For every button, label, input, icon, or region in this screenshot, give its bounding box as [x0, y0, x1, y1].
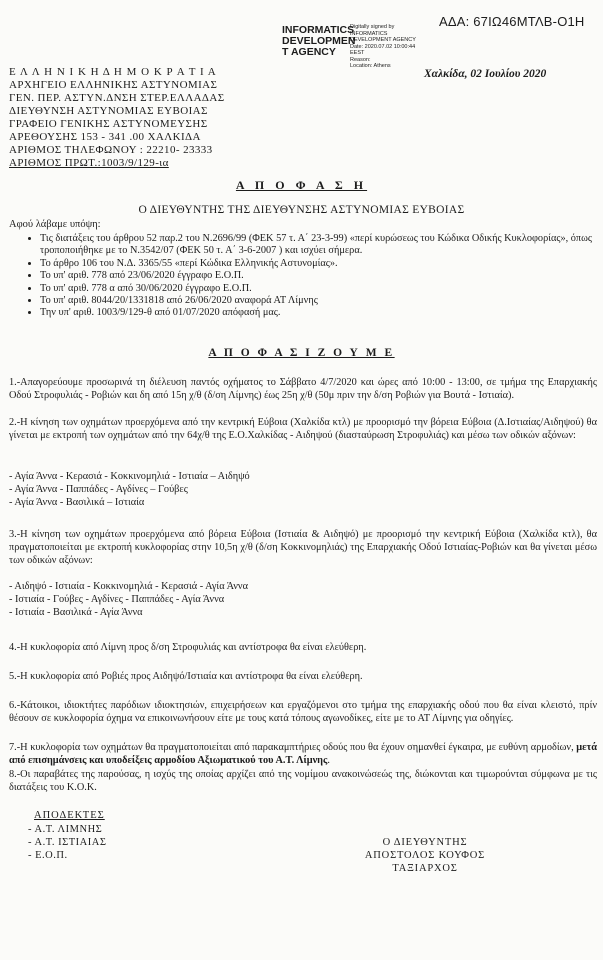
signature-block — [330, 836, 520, 875]
paragraph-1: 1.-Απαγορεύουμε προσωρινά τη διέλευση παντός οχήματος το Σάββατο 4/7/2020 και ώρες από 10:00 - 13:00, σε τμήμα της Επαρχιακής Οδού Στροφυλιάς - Ροβιών και δη από 15η χ/θ (δ/ση Λίμνης) έως 25η χ/θ (50μ πριν την δ/ση Ροβιών για Βουτά - Ιστιαία). — [9, 377, 597, 401]
route-item: - Αγία Άννα - Κερασιά - Κοκκινομηλιά - Ιστιαία – Αιδηψό — [9, 471, 250, 482]
signer-line: T AGENCY — [282, 46, 336, 58]
signature-line: Ο ΔΙΕΥΘΥΝΤΗΣ — [382, 837, 468, 848]
recipients-title: ΑΠΟΔΕΚΤΕΣ — [34, 810, 105, 821]
letterhead-line: ΔΙΕΥΘΥΝΣΗ ΑΣΤΥΝΟΜΙΑΣ ΕΥΒΟΙΑΣ — [9, 105, 208, 117]
paragraph-4: 4.-Η κυκλοφορία από Λίμνη προς δ/ση Στροφυλιάς και αντίστροφα θα είναι ελεύθερη. — [9, 642, 367, 653]
decision-heading: Α Π Ο Φ Α Σ Ι Ζ Ο Υ Μ Ε — [208, 347, 395, 359]
list-item: • Την υπ' αριθ. 1003/9/129-θ από 01/07/2020 απόφασή μας. — [40, 307, 603, 319]
sig-meta-line: DEVELOPMENT AGENCY — [350, 37, 416, 43]
recipient-item: - Ε.Ο.Π. — [28, 850, 68, 861]
paragraph-3: 3.-Η κίνηση των οχημάτων προερχόμενα από βόρεια Εύβοια (Ιστιαία & Αιδηψό) με προορισμό την κεντρική Εύβοια (Χαλκίδα κτλ), θα πραγματοποιείται με εκτροπή κυκλοφορίας στην 10,5η χ/θ (δ/ση Κοκκινομηλιάς) της Επαρχιακής Οδού Ιστιαίας-Ροβιών και θα γίνεται μέσω των οδικών αξόνων: — [9, 529, 597, 566]
recipient-item: - Α.Τ. ΙΣΤΙΑΙΑΣ — [28, 837, 107, 848]
digital-signer — [282, 24, 356, 58]
list-item: • Το άρθρο 106 του Ν.Δ. 3365/55 «περί Κώδικα Ελληνικής Αστυνομίας». — [40, 258, 603, 270]
signer-line: INFORMATICS — [282, 24, 355, 36]
sig-meta-line: Date: 2020.07.02 10:00:44 — [350, 43, 416, 50]
document-date: Χαλκίδα, 02 Ιουλίου 2020 — [424, 68, 547, 80]
letterhead-line: ΑΡΧΗΓΕΙΟ ΕΛΛΗΝΙΚΗΣ ΑΣΤΥΝΟΜΙΑΣ — [9, 79, 218, 91]
letterhead-line: ΓΡΑΦΕΙΟ ΓΕΝΙΚΗΣ ΑΣΤΥΝΟΜΕΥΣΗΣ — [9, 118, 208, 130]
paragraph-5: 5.-Η κυκλοφορία από Ροβιές προς Αιδηψό/Ιστιαία και αντίστροφα θα είναι ελεύθερη. — [9, 671, 363, 682]
sig-meta-line: Digitally signed by — [350, 24, 395, 30]
considerations-intro: Αφού λάβαμε υπόψη: — [9, 219, 101, 230]
sig-meta-line: EEST — [350, 50, 365, 56]
letterhead — [9, 66, 225, 170]
letterhead-line: ΑΡΕΘΟΥΣΗΣ 153 - 341 .00 ΧΑΛΚΙΔΑ — [9, 131, 201, 143]
route-item: - Αιδηψό - Ιστιαία - Κοκκινομηλιά - Κερασιά - Αγία Άννα — [9, 581, 248, 592]
signature-metadata — [350, 24, 440, 70]
routes-north — [9, 470, 597, 510]
letterhead-line: ΓΕΝ. ΠΕΡ. ΑΣΤΥΝ.ΔΝΣΗ ΣΤΕΡ.ΕΛΛΑΔΑΣ — [9, 92, 225, 104]
paragraph-2: 2.-Η κίνηση των οχημάτων προερχόμενα από την κεντρική Εύβοια (Χαλκίδα κτλ) με προορισμό την βόρεια Εύβοια (Δ.Ιστιαίας/Αιδηψού) θα γίνεται με εκτροπή των οχημάτων από την 64χ/θ της Ε.Ο.Χαλκίδας - Αιδηψού (διασταύρωση Στροφυλιάς) και μέσω των οδικών αξόνων: — [9, 417, 597, 441]
list-item: • Το υπ' αριθ. 8044/20/1331818 από 26/06/2020 αναφορά ΑΤ Λίμνης — [40, 295, 603, 307]
signer-line: DEVELOPMEN — [282, 35, 356, 47]
list-item: • Τις διατάξεις του άρθρου 52 παρ.2 του Ν.2696/99 (ΦΕΚ 57 τ. Α΄ 23-3-99) «περί κυρώσεως του Κώδικα Οδικής Κυκλοφορίας», όπως τροποποιήθηκε με το Ν.3542/07 (ΦΕΚ 50 τ. Α΄ 3-6-2007 ) και ισχύει σήμερα. — [40, 233, 603, 258]
route-item: - Ιστιαία - Βασιλικά - Αγία Άννα — [9, 607, 143, 619]
routes-south — [9, 580, 597, 620]
sig-meta-line: Location: Athens — [350, 63, 391, 69]
sig-meta-line: Reason: — [350, 56, 371, 63]
route-item: - Αγία Άννα - Βασιλικά – Ιστιαία — [9, 497, 145, 509]
paragraph-7-end: . — [327, 755, 330, 766]
considerations-list — [22, 233, 603, 320]
paragraph-6: 6.-Κάτοικοι, ιδιοκτήτες παρόδιων ιδιοκτησιών, επιχειρήσεων και εργαζόμενοι στο τμήμα της επαρχιακής οδού που θα είναι κλειστό, πρίν θέσουν σε κυκλοφορία όχημα να επικοινωνήσουν είτε με τους κατά τόπους αγωνοδίκες, είτε με το ΑΤ Λίμνης για οδηγίες. — [9, 700, 597, 724]
recipient-item: - Α.Τ. ΛΙΜΝΗΣ — [28, 824, 103, 835]
protocol-number: ΑΡΙΘΜΟΣ ΠΡΩΤ.:1003/9/129-ια — [9, 157, 169, 169]
signature-line: ΑΠΟΣΤΟΛΟΣ ΚΟΥΦΟΣ — [364, 850, 486, 861]
ada-code: ΑΔΑ: 67ΙΩ46ΜΤΛΒ-Ο1Η — [439, 14, 585, 29]
director-heading: Ο ΔΙΕΥΘΥΝΤΗΣ ΤΗΣ ΔΙΕΥΘΥΝΣΗΣ ΑΣΤΥΝΟΜΙΑΣ ΕΥΒΟΙΑΣ — [138, 204, 465, 216]
paragraph-8: 8.-Οι παραβάτες της παρούσας, η ισχύς της οποίας αρχίζει από της νομίμου ανακοινώσεώς της, διώκονται και τιμωρούνται σύμφωνα με τις διατάξεις του Κ.Ο.Κ. — [9, 769, 597, 793]
sig-meta-line: INFORMATICS — [350, 30, 388, 37]
route-item: - Ιστιαία - Γούβες - Αγδίνες - Παππάδες - Αγία Άννα — [9, 594, 225, 606]
document-title: Α Π Ο Φ Α Σ Η — [235, 178, 368, 192]
letterhead-line: ΑΡΙΘΜΟΣ ΤΗΛΕΦΩΝΟΥ : 22210- 23333 — [9, 144, 213, 156]
paragraph-7-bold: μετά από επισημάνσεις και υποδείξεις αρμοδίου Αξιωματικού του Α.Τ. Λίμνης — [9, 742, 597, 766]
recipients-list — [28, 823, 106, 862]
list-item: • Το υπ' αριθ. 778 α από 30/06/2020 έγγραφο Ε.Ο.Π. — [40, 283, 603, 295]
paragraph-7 — [9, 741, 597, 767]
paragraph-7-text: 7.-Η κυκλοφορία των οχημάτων θα πραγματοποιείται από παρακαμπτήριες οδούς που θα έχουν σημανθεί έγκαιρα, με ευθύνη αρμοδίων, — [9, 742, 577, 753]
route-item: - Αγία Άννα - Παππάδες - Αγδίνες – Γούβες — [9, 484, 188, 496]
signature-line: ΤΑΞΙΑΡΧΟΣ — [392, 863, 458, 874]
letterhead-line: Ε Λ Λ Η Ν Ι Κ Η Δ Η Μ Ο Κ Ρ Α Τ Ι Α — [9, 66, 217, 78]
list-item: • Το υπ' αριθ. 778 από 23/06/2020 έγγραφο Ε.Ο.Π. — [40, 270, 603, 282]
